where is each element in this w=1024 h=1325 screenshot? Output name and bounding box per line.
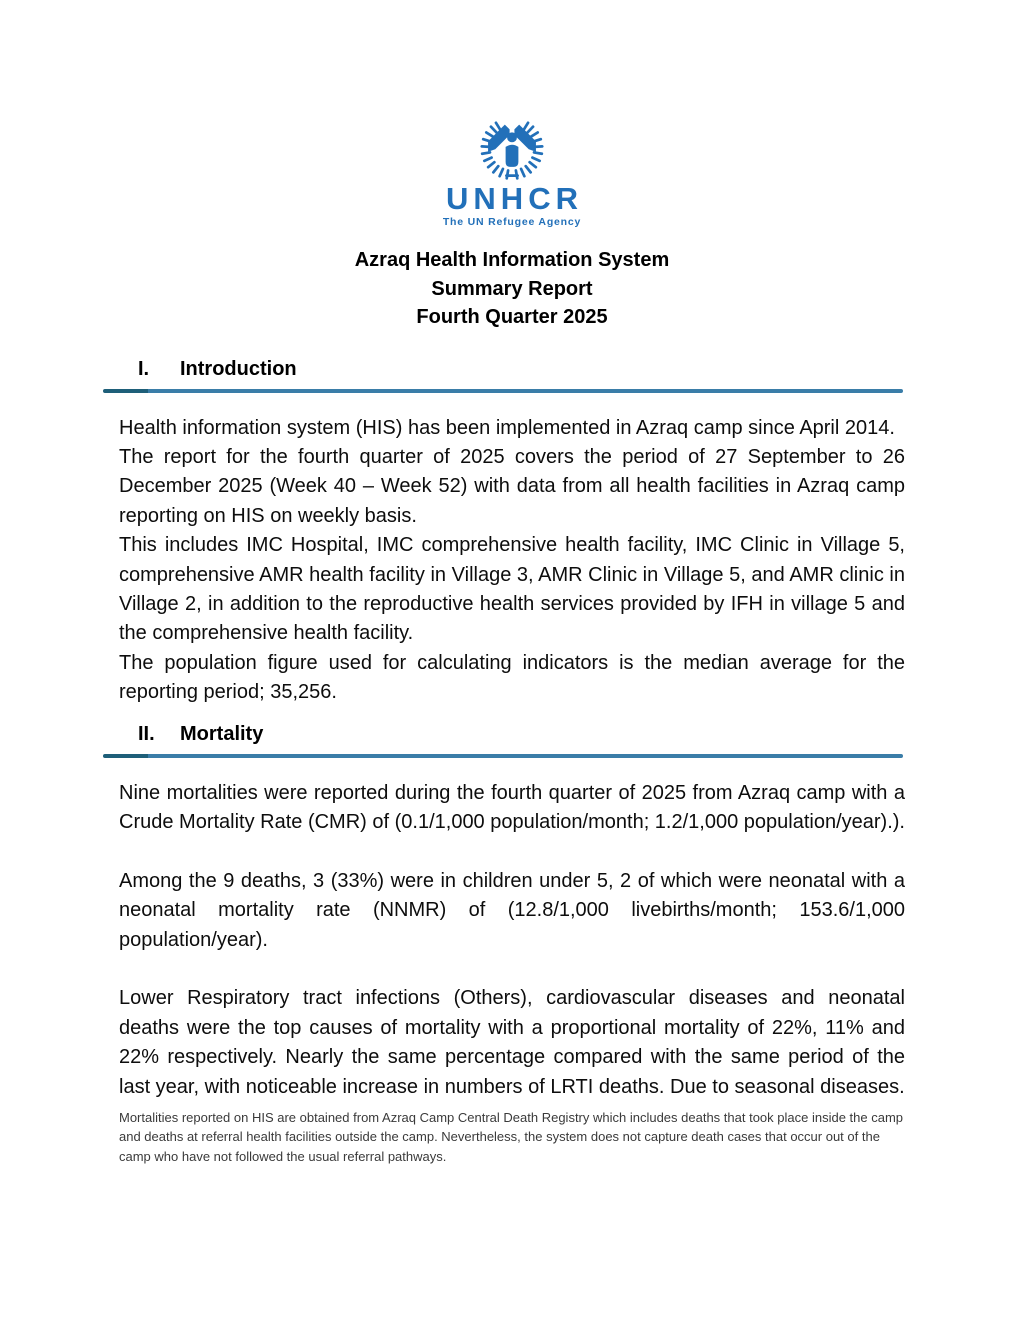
section-introduction-heading bbox=[119, 356, 905, 382]
unhcr-logo bbox=[0, 0, 1024, 228]
section-mortality bbox=[119, 721, 905, 1102]
paragraph: Nine mortalities were reported during the fourth quarter of 2025 from Azraq camp with a Crude Mortality Rate (CMR) of (0.1/1,000 population/month; 1.2/1,000 population/year).). bbox=[119, 781, 905, 833]
section-introduction bbox=[119, 356, 905, 708]
unhcr-wordmark: UNHCR bbox=[446, 181, 583, 216]
section-number: II. bbox=[138, 722, 155, 745]
unhcr-emblem-icon bbox=[456, 115, 568, 182]
section-heading-label: Introduction bbox=[180, 357, 297, 380]
section-mortality-heading bbox=[119, 721, 905, 747]
section-heading-label: Mortality bbox=[180, 722, 264, 745]
report-title-line1: Azraq Health Information System bbox=[354, 249, 670, 271]
unhcr-tagline: The UN Refugee Agency bbox=[442, 216, 582, 228]
paragraph: Health information system (HIS) has been implemented in Azraq camp since April 2014. bbox=[119, 416, 895, 439]
paragraph: The population figure used for calculating indicators is the median average for the reporting period; 35,256. bbox=[119, 651, 905, 704]
report-title-line3: Fourth Quarter 2025 bbox=[416, 306, 608, 328]
section-number: I. bbox=[138, 357, 150, 380]
heading-rule bbox=[103, 389, 903, 393]
heading-rule bbox=[103, 754, 903, 758]
document-body bbox=[119, 356, 905, 1167]
paragraph: Among the 9 deaths, 3 (33%) were in children under 5, 2 of which were neonatal with a neonatal mortality rate (NNMR) of (12.8/1,000 livebirths/month; 153.6/1,000 population/year). bbox=[119, 869, 905, 951]
paragraph: Lower Respiratory tract infections (Others), cardiovascular diseases and neonatal deaths were the top causes of mortality with a proportional mortality of 22%, 11% and 22% respectively. Nearly the same percentage compared with the same period of the last year, with noticeable increase in numbers of LRTI deaths. Due to seasonal diseases. bbox=[119, 987, 905, 1098]
report-title-line2: Summary Report bbox=[431, 277, 593, 300]
report-title bbox=[0, 246, 1024, 332]
footnote: Mortalities reported on HIS are obtained from Azraq Camp Central Death Registry which includes deaths that took place inside the camp and deaths at referral health facilities outside the camp. Nevertheless, the system does not capture death cases that occur out of the camp who have not followed the usual referral pathways. bbox=[119, 1110, 904, 1164]
paragraph: This includes IMC Hospital, IMC comprehensive health facility, IMC Clinic in Village 5, comprehensive AMR health facility in Village 3, AMR Clinic in Village 5, and AMR clinic in Village 2, in addition to the reproductive health services provided by IFH in village 5 and the comprehensive health facility. bbox=[119, 534, 905, 645]
paragraph: The report for the fourth quarter of 2025 covers the period of 27 September to 26 December 2025 (Week 40 – Week 52) with data from all health facilities in Azraq camp reporting on HIS on weekly basis. bbox=[119, 445, 905, 527]
